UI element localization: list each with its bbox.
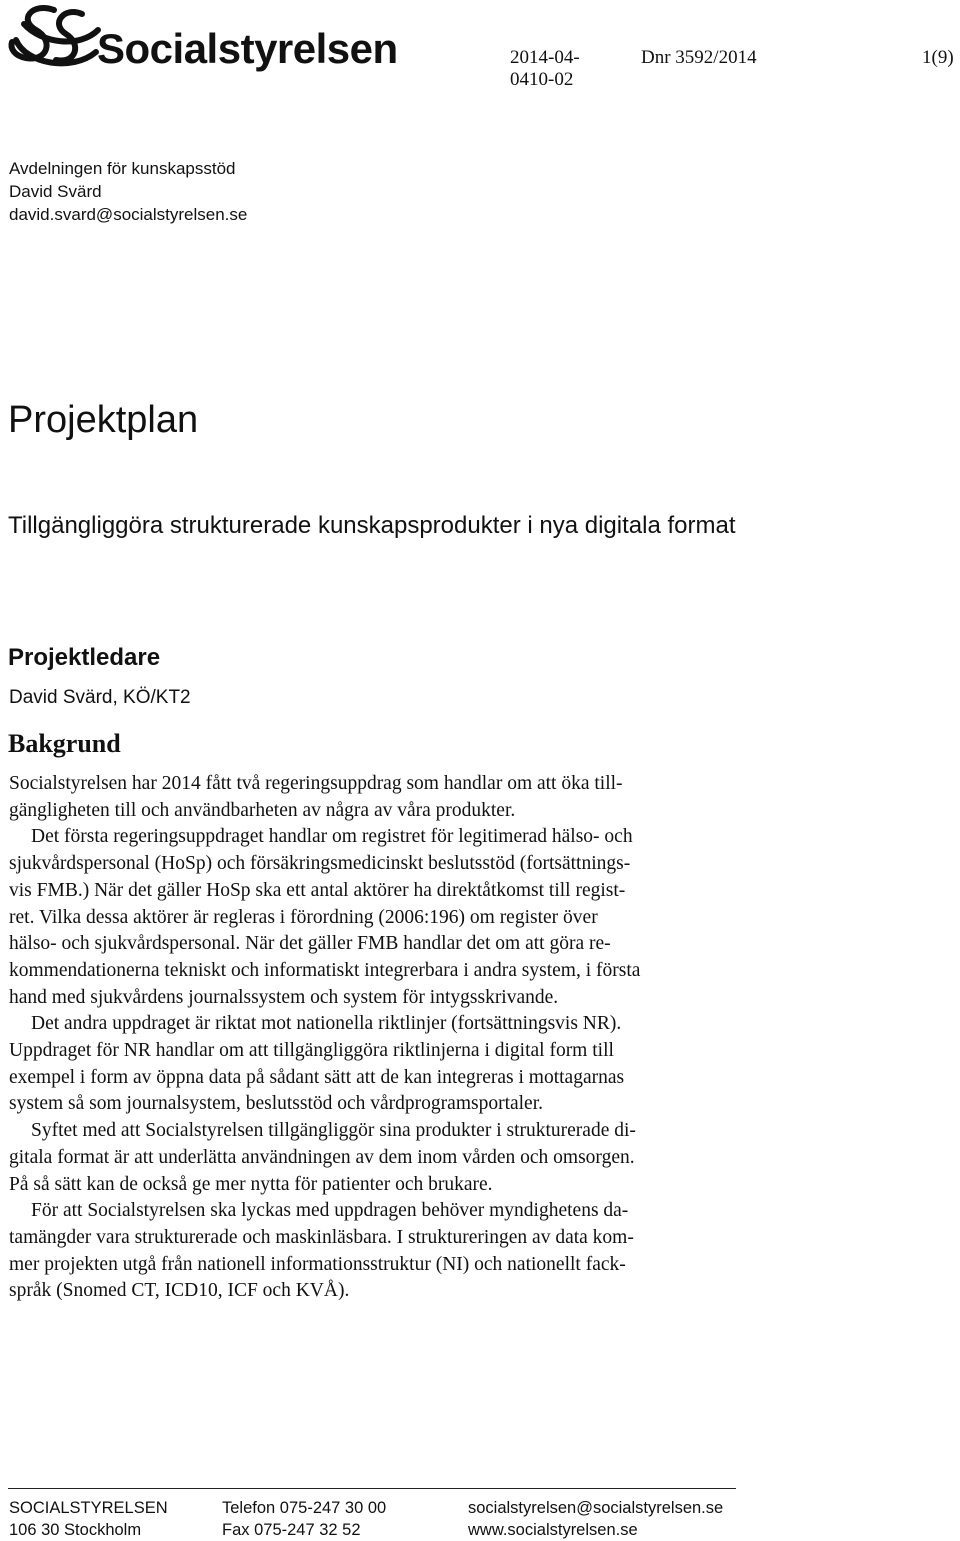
text-line: sjukvårdspersonal (HoSp) och försäkringsmedicinskt beslutsstöd (fortsättnings- (9, 853, 631, 875)
sender-name: David Svärd (9, 182, 102, 201)
text-line: tamängder vara strukturerade och maskinläsbara. I struktureringen av data kom- (9, 1226, 634, 1248)
logo-wordmark: Socialstyrelsen (97, 25, 398, 72)
text-line: hand med sjukvårdens journalssystem och system för intygsskrivande. (9, 986, 559, 1008)
text-line: Uppdraget för NR handlar om att tillgängliggöra riktlinjerna i digital form till (9, 1040, 614, 1062)
footer-phone: Telefon 075-247 30 00 (222, 1499, 387, 1517)
footer-website[interactable]: www.socialstyrelsen.se (468, 1521, 638, 1539)
text-line: För att Socialstyrelsen ska lyckas med uppdragen behöver myndighetens da- (31, 1200, 629, 1222)
text-line: gitala format är att underlätta användningen av dem inom vården och omsorgen. (9, 1146, 635, 1168)
sender-department: Avdelningen för kunskapsstöd (9, 159, 236, 178)
text-line: språk (Snomed CT, ICD10, ICF och KVÅ). (9, 1280, 350, 1302)
footer-email[interactable]: socialstyrelsen@socialstyrelsen.se (468, 1499, 724, 1517)
text-line: ret. Vilka dessa aktörer är regleras i förordning (2006:196) om register över (9, 906, 598, 928)
paragraph-1 (9, 771, 739, 824)
footer-org-name: SOCIALSTYRELSEN (9, 1499, 168, 1517)
project-leader-heading: Projektledare (8, 644, 161, 671)
page-number: 1(9) (922, 47, 954, 68)
text-line: exempel i form av öppna data på sådant sätt att de kan integreras i mottagarnas (9, 1066, 625, 1088)
paragraph-5 (9, 1198, 739, 1305)
paragraph-2 (9, 824, 739, 1011)
text-line: system så som journalsystem, beslutsstöd och vårdprogramsportaler. (9, 1093, 544, 1115)
footer-organization (9, 1497, 168, 1541)
sender-email[interactable]: david.svard@socialstyrelsen.se (9, 205, 248, 224)
text-line: hälso- och sjukvårdspersonal. När det gäller FMB handlar det om att göra re- (9, 933, 611, 955)
text-line: På så sätt kan de också ge mer nytta för patienter och brukare. (9, 1173, 493, 1195)
document-date (510, 47, 605, 91)
footer-contact-web (468, 1497, 723, 1541)
text-line: Det första regeringsuppdraget handlar om registret för legitimerad hälso- och (31, 826, 633, 848)
background-heading: Bakgrund (8, 729, 121, 758)
sender-block (9, 157, 247, 226)
text-line: gängligheten till och användbarheten av några av våra produkter. (9, 799, 516, 821)
footer-fax: Fax 075-247 32 52 (222, 1521, 361, 1539)
document-title: Projektplan (8, 399, 199, 441)
text-line: vis FMB.) När det gäller HoSp ska ett antal aktörer ha direktåtkomst till regist- (9, 879, 626, 901)
text-line: Syftet med att Socialstyrelsen tillgängliggör sina produkter i strukturerade di- (31, 1120, 636, 1142)
background-body (9, 771, 739, 1305)
text-line: mer projekten utgå från nationell informationsstruktur (NI) och nationellt fack- (9, 1253, 626, 1275)
date-line-1: 2014-04- (510, 47, 580, 68)
text-line: Det andra uppdraget är riktat mot nationella riktlinjer (fortsättningsvis NR). (31, 1013, 622, 1035)
footer-divider (8, 1488, 736, 1489)
date-line-2: 0410-02 (510, 69, 574, 90)
paragraph-4 (9, 1118, 739, 1198)
footer-contact-phone (222, 1497, 386, 1541)
footer-address: 106 30 Stockholm (9, 1521, 142, 1539)
text-line: kommendationerna tekniskt och informatiskt integrerbara i andra system, i första (9, 959, 641, 981)
paragraph-3 (9, 1011, 739, 1118)
text-line: Socialstyrelsen har 2014 fått två regeringsuppdrag som handlar om att öka till- (9, 773, 623, 794)
document-subtitle: Tillgängliggöra strukturerade kunskapsprodukter i nya digitala format (8, 512, 736, 539)
socialstyrelsen-logo (2, 0, 398, 78)
project-leader-value: David Svärd, KÖ/KT2 (9, 687, 191, 708)
diary-number: Dnr 3592/2014 (641, 47, 757, 68)
